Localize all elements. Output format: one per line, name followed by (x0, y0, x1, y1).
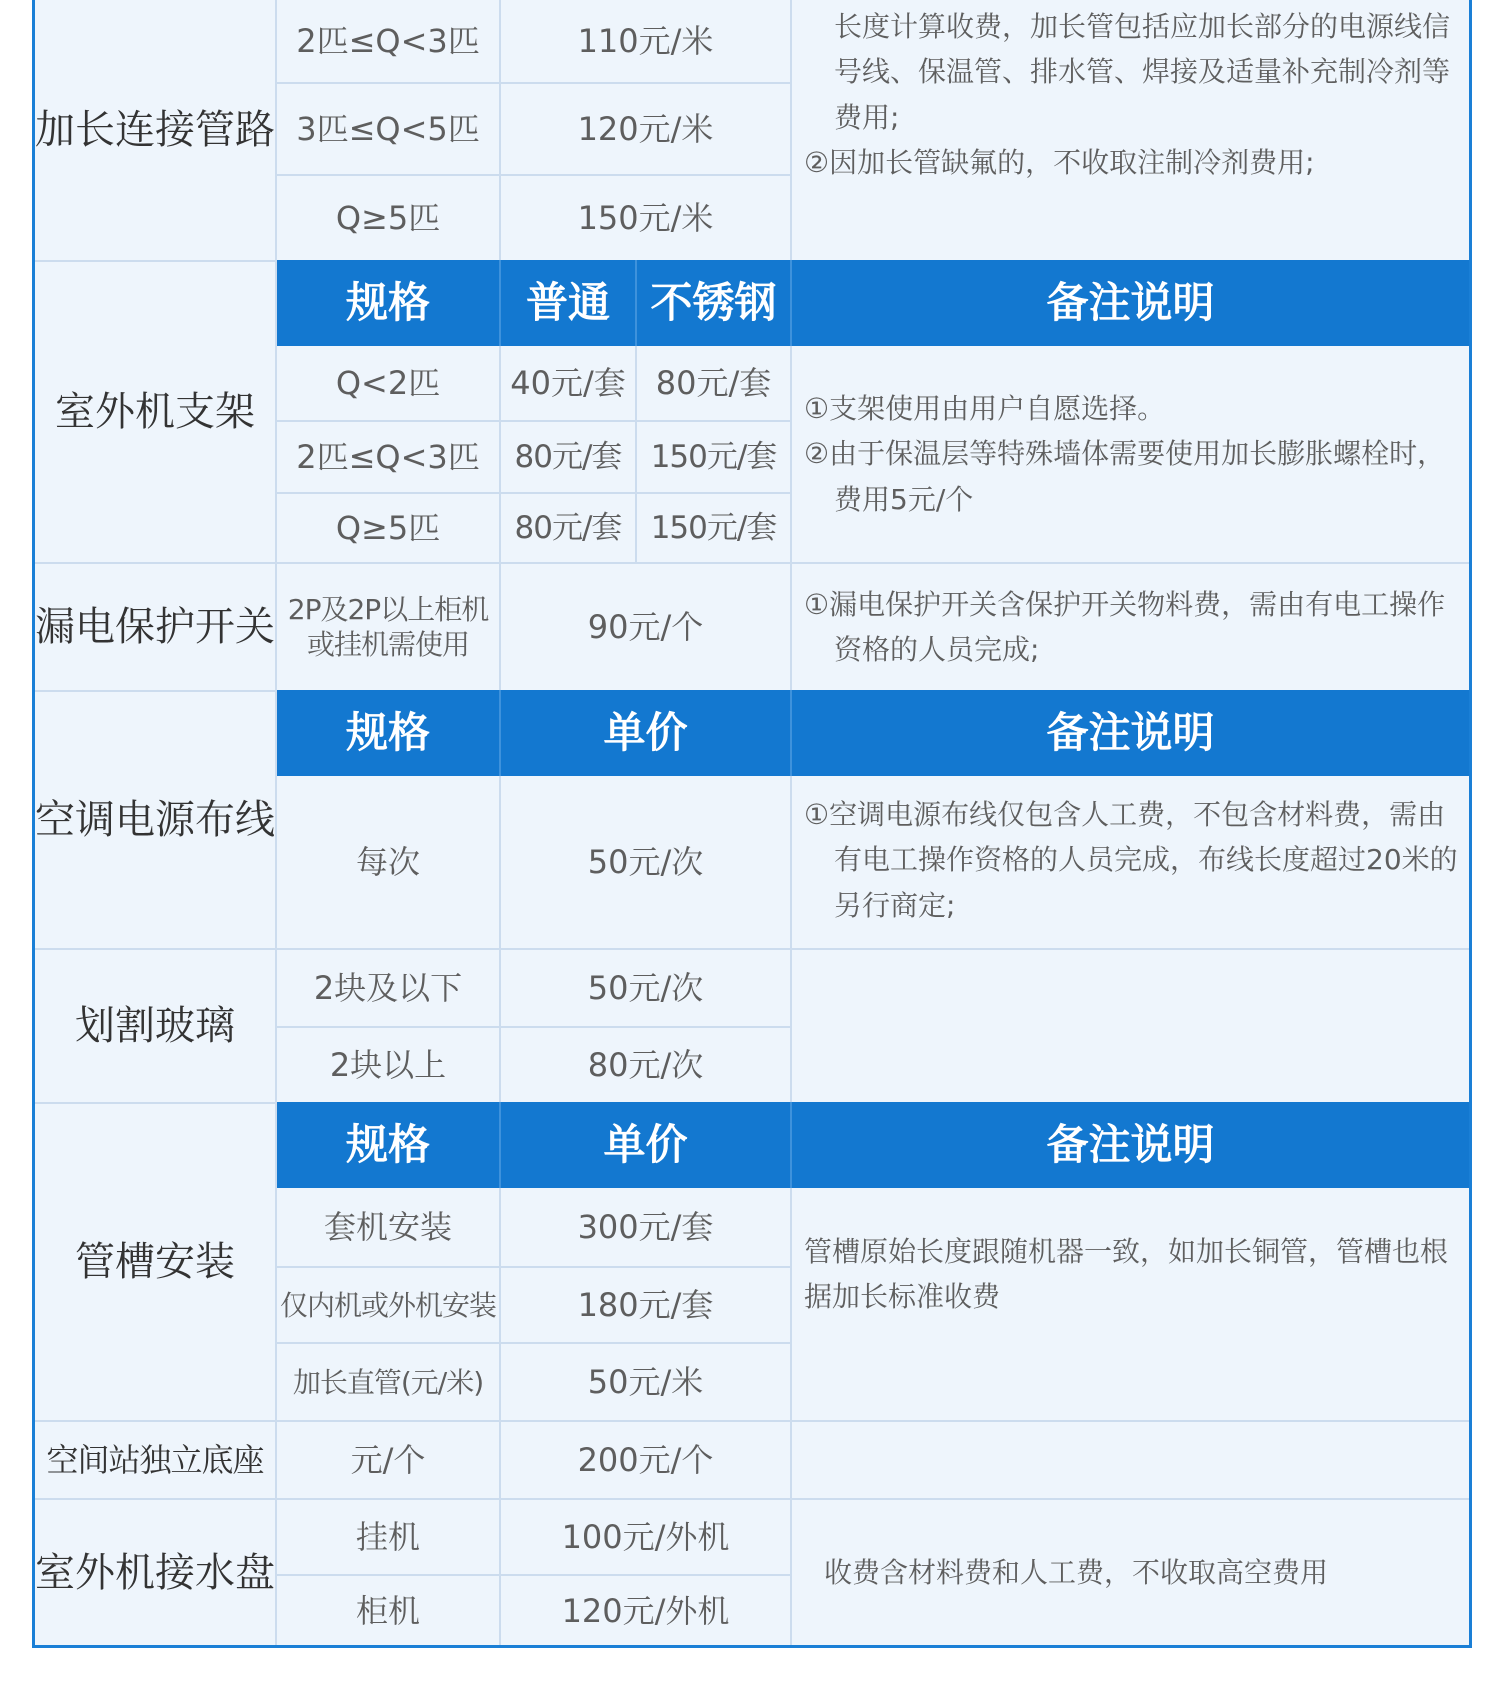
category-power-wiring: 空调电源布线 (35, 690, 275, 948)
category-extension-pipe: 加长连接管路 (35, 107, 275, 153)
price-cell: 80元/次 (499, 1026, 790, 1102)
price-cell: 150元/套 (635, 420, 790, 492)
header-spec: 规格 (275, 690, 499, 776)
spec-cell: 套机安装 (275, 1188, 499, 1266)
header-spec: 规格 (275, 260, 499, 346)
header-note: 备注说明 (790, 690, 1469, 776)
price-cell: 50元/次 (499, 776, 790, 948)
note-cell (790, 1188, 1469, 1420)
price-cell: 90元/个 (499, 562, 790, 690)
spec-cell: 2块以上 (275, 1026, 499, 1102)
note-line: ②因加长管缺氟的，不收取注制冷剂费用; (804, 146, 1315, 180)
spec-cell: 3匹≤Q<5匹 (275, 82, 499, 174)
note-line: ①空调电源布线仅包含人工费，不包含材料费，需由有电工操作资格的人员完成，布线长度超过20米的另行商定; (804, 798, 1458, 922)
header-spec: 规格 (275, 1102, 499, 1188)
spec-cell: 2匹≤Q<3匹 (275, 0, 499, 82)
note-cell (790, 0, 1469, 260)
note-cell (790, 346, 1469, 562)
note-cell (790, 776, 1469, 948)
header-price: 单价 (499, 1102, 790, 1188)
note-cell-empty (790, 1420, 1469, 1498)
note-line: 管槽原始长度跟随机器一致，如加长铜管，管槽也根据加长标准收费 (804, 1234, 1449, 1313)
category-pipe-trough: 管槽安装 (35, 1102, 275, 1420)
note-cell (790, 562, 1469, 690)
note-line: ①支架使用由用户自愿选择。 (804, 391, 1166, 425)
price-cell: 120元/外机 (499, 1574, 790, 1645)
note-line: 长度计算收费，加长管包括应加长部分的电源线信号线、保温管、排水管、焊接及适量补充制冷剂等费用; (834, 10, 1451, 134)
header-price: 单价 (499, 690, 790, 776)
spec-cell: 2匹≤Q<3匹 (275, 420, 499, 492)
spec-cell: 柜机 (275, 1574, 499, 1645)
price-cell: 300元/套 (499, 1188, 790, 1266)
price-cell: 50元/次 (499, 948, 790, 1026)
spec-cell: 挂机 (275, 1498, 499, 1574)
spec-cell: Q<2匹 (275, 346, 499, 420)
price-cell: 50元/米 (499, 1342, 790, 1420)
spec-cell: Q≥5匹 (275, 492, 499, 562)
spec-cell: 加长直管(元/米) (275, 1342, 499, 1420)
price-cell: 180元/套 (499, 1266, 790, 1342)
category-glass-cutting: 划割玻璃 (35, 948, 275, 1102)
price-cell: 80元/套 (635, 346, 790, 420)
header-note: 备注说明 (790, 260, 1469, 346)
price-cell: 100元/外机 (499, 1498, 790, 1574)
category-leakage-switch: 漏电保护开关 (35, 562, 275, 690)
price-cell: 200元/个 (499, 1420, 790, 1498)
note-line: ①漏电保护开关含保护开关物料费，需由有电工操作资格的人员完成; (804, 587, 1446, 666)
spec-cell: 2P及2P以上柜机或挂机需使用 (275, 562, 499, 690)
header-stainless: 不锈钢 (635, 260, 790, 346)
price-cell: 80元/套 (499, 492, 635, 562)
price-cell: 80元/套 (499, 420, 635, 492)
spec-cell: 仅内机或外机安装 (275, 1266, 499, 1342)
note-line: 收费含材料费和人工费，不收取高空费用 (824, 1555, 1329, 1589)
note-line: ②由于保温层等特殊墙体需要使用加长膨胀螺栓时，费用5元/个 (804, 437, 1446, 516)
spec-cell: 2块及以下 (275, 948, 499, 1026)
category-standalone-base: 空间站独立底座 (35, 1420, 275, 1498)
header-note: 备注说明 (790, 1102, 1469, 1188)
note-cell-empty (790, 948, 1469, 1102)
price-cell: 150元/套 (635, 492, 790, 562)
header-normal: 普通 (499, 260, 635, 346)
spec-cell: 每次 (275, 776, 499, 948)
category-drip-tray: 室外机接水盘 (35, 1498, 275, 1645)
price-table (32, 0, 1472, 1648)
note-cell (790, 1498, 1469, 1645)
price-cell: 40元/套 (499, 346, 635, 420)
price-cell: 110元/米 (499, 0, 790, 82)
spec-cell: Q≥5匹 (275, 174, 499, 260)
price-cell: 150元/米 (499, 174, 790, 260)
category-outdoor-bracket: 室外机支架 (35, 260, 275, 562)
price-cell: 120元/米 (499, 82, 790, 174)
spec-cell: 元/个 (275, 1420, 499, 1498)
